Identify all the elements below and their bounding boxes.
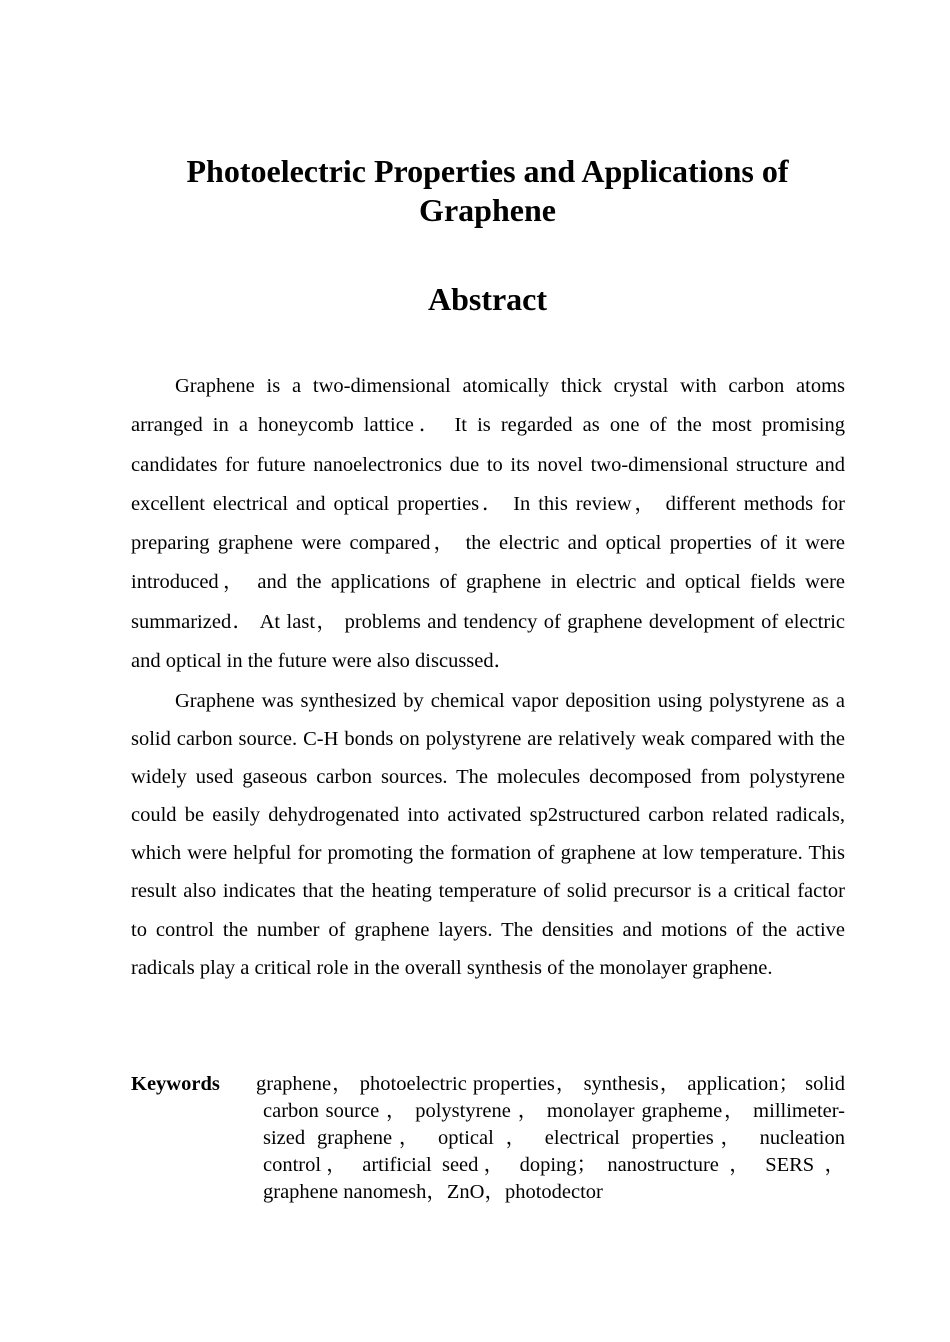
abstract-heading: Abstract [427,281,548,317]
abstract-paragraph-2: Graphene was synthesized by chemical vapor deposition using polystyrene as a solid carbon source. C-H bonds on polystyrene are relatively weak compared with the widely used gaseous carbon sources. The molecules decomposed from polystyrene could be easily dehydrogenated into activated sp2structured carbon related radicals, which were helpful for promoting the formation of graphene at low temperature. This result also indicates that the heating temperature of solid precursor is a critical factor to control the number of graphene layers. The densities and motions of the active radicals play a critical role in the overall synthesis of the monolayer graphene. [131,690,845,979]
keywords-label: Keywords [131,1073,220,1095]
abstract-paragraph-1: Graphene is a two-dimensional atomically thick crystal with carbon atoms arranged in a honeycomb lattice． It is regarded as one of the most promising candidates for future nanoelectronics due to its novel two-dimensional structure and excellent electrical and optical properties． In this review， different methods for preparing graphene were compared， the electric and optical properties of it were introduced， and the applications of graphene in electric and optical fields were summarized． At last， problems and tendency of graphene development of electric and optical in the future were also discussed． [131,375,845,673]
page-title: Photoelectric Properties and Applications of Graphene [186,153,789,228]
keywords-list: graphene， photoelectric properties， synthesis， application； solid carbon source ， polystyrene ， monolayer grapheme， millimeter-sized graphene， optical ， electrical properties， nucleation control， artificial seed， doping； nanostructure ， SERS ， graphene nanomesh，ZnO，photodector [256,1073,845,1203]
